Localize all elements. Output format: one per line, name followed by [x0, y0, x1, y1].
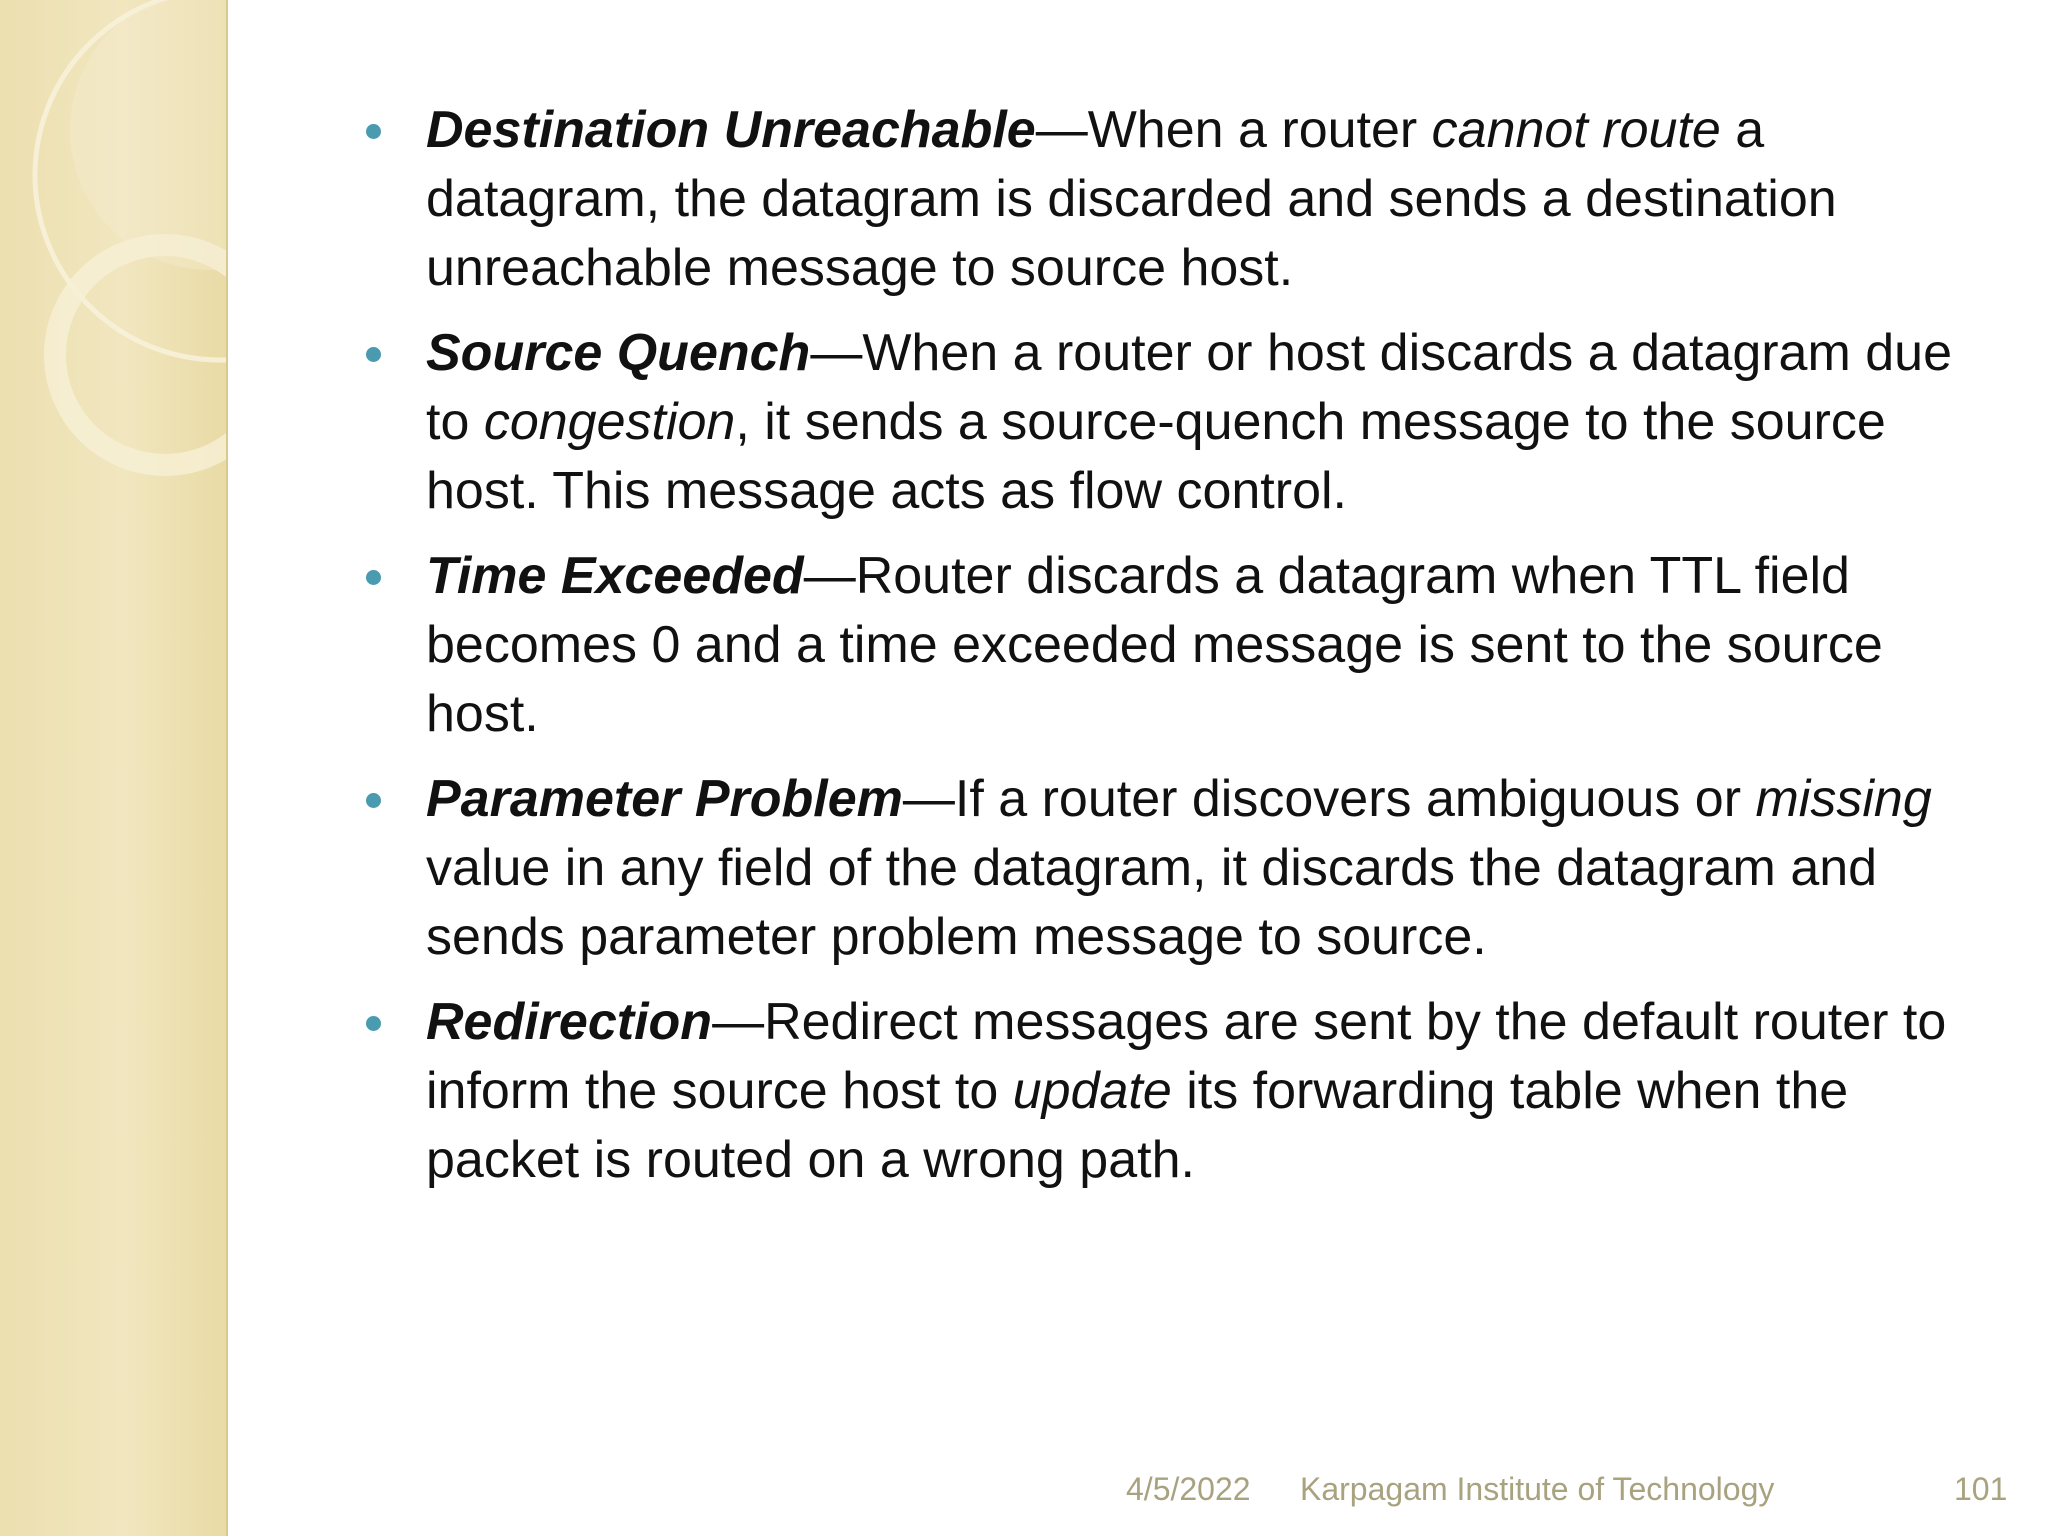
bullet-dot-icon: [366, 570, 381, 585]
bullet-term: Source Quench: [426, 324, 811, 382]
bullet-emphasis: cannot route: [1431, 101, 1721, 159]
footer-date: 4/5/2022: [1126, 1471, 1251, 1507]
bullet-term: Redirection: [426, 993, 713, 1051]
bullet-emphasis: missing: [1755, 770, 1932, 828]
bullet-text: —When a router or host discards a datagram due to: [426, 324, 1953, 451]
bullet-dot-icon: [366, 793, 381, 808]
bullet-item: [360, 319, 1980, 526]
bullet-term: Destination Unreachable: [426, 101, 1036, 159]
bullet-emphasis: update: [1012, 1062, 1172, 1120]
bullet-text: its forwarding table when the packet is routed on a wrong path.: [426, 1062, 1849, 1189]
bullet-text: —If a router discovers ambiguous or: [902, 770, 1756, 828]
bullet-text: a datagram, the datagram is discarded and sends a destination unreachable message to source host.: [426, 101, 1837, 297]
bullet-item: [360, 988, 1980, 1195]
sidebar-rings-decoration: [0, 0, 226, 1536]
bullet-term: Time Exceeded: [426, 547, 804, 605]
bullet-dot-icon: [366, 1016, 381, 1031]
bullet-term: Parameter Problem: [426, 770, 903, 828]
slide-body: [360, 96, 1980, 1211]
bullet-text: , it sends a source-quench message to the source host. This message acts as flow control.: [426, 393, 1886, 520]
footer-page-number: 101: [1954, 1471, 2008, 1507]
bullet-item: [360, 542, 1980, 749]
bullet-text: —Redirect messages are sent by the default router to inform the source host to: [426, 993, 1947, 1120]
footer-organization: Karpagam Institute of Technology: [1300, 1471, 1775, 1507]
bullet-item: [360, 96, 1980, 303]
bullet-dot-icon: [366, 124, 381, 139]
bullet-text: —Router discards a datagram when TTL field becomes 0 and a time exceeded message is sent to the source host.: [426, 547, 1883, 743]
bullet-text: —When a router: [1035, 101, 1432, 159]
decorative-sidebar: [0, 0, 228, 1536]
bullet-text: value in any field of the datagram, it discards the datagram and sends parameter problem message to source.: [426, 839, 1878, 966]
bullet-item: [360, 765, 1980, 972]
bullet-emphasis: congestion: [483, 393, 736, 451]
bullet-dot-icon: [366, 347, 381, 362]
